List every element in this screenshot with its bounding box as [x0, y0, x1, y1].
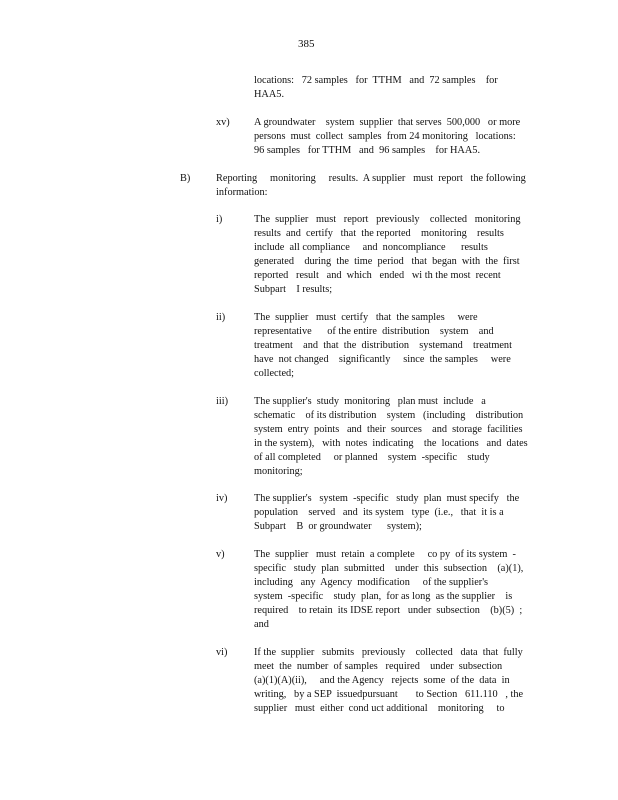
text-line: supplier must either cond uct additional monitoring to — [254, 702, 505, 714]
paragraph — [254, 395, 528, 478]
text-line: (a)(1)(A)(ii), and the Agency rejects some of the data in — [254, 674, 510, 686]
text-line: The supplier's system -specific study plan must specify the — [254, 493, 520, 504]
text-line: The supplier must certify that the samples were — [254, 312, 478, 323]
paragraph — [216, 172, 526, 200]
text-line: in the system), with notes indicating the locations and dates — [254, 437, 528, 449]
item-label: vi) — [216, 647, 228, 658]
text-line: and — [254, 618, 269, 630]
text-line: reported result and which ended wi th the most recent — [254, 269, 501, 281]
paragraph — [254, 646, 523, 716]
text-line: The supplier must report previously collected monitoring — [254, 214, 521, 225]
text-line: Subpart I results; — [254, 283, 333, 295]
text-line: Reporting monitoring results. A supplier must report the following — [216, 173, 526, 184]
text-line: results and certify that the reported monitoring results — [254, 227, 504, 239]
text-line: writing, by a SEP issuedpursuant to Section 611.110 , the — [254, 688, 524, 700]
text-line: include all compliance and noncompliance results — [254, 241, 488, 253]
text-line: required to retain its IDSE report under subsection (b)(5) ; — [254, 604, 523, 616]
paragraph — [254, 74, 498, 102]
paragraph — [254, 311, 512, 381]
text-line: generated during the time period that began with the first — [254, 255, 520, 267]
text-line: meet the number of samples required under subsection — [254, 660, 503, 672]
paragraph — [254, 213, 521, 296]
text-line: have not changed significantly since the samples were — [254, 353, 511, 365]
paragraph — [254, 116, 520, 158]
text-line: population served and its system type (i.e., that it is a — [254, 506, 504, 518]
text-line: persons must collect samples from 24 monitoring locations: — [254, 130, 516, 142]
text-line: representative of the entire distribution system and — [254, 325, 494, 337]
text-line: 96 samples for TTHM and 96 samples for HAA5. — [254, 144, 481, 156]
text-line: If the supplier submits previously collected data that fully — [254, 647, 523, 658]
item-label: i) — [216, 214, 223, 225]
item-label: v) — [216, 549, 225, 560]
text-line: of all completed or planned system -specific study — [254, 451, 490, 463]
text-line: system entry points and their sources and storage facilities — [254, 423, 523, 435]
paragraph — [254, 548, 523, 631]
text-line: locations: 72 samples for TTHM and 72 samples for — [254, 75, 498, 86]
text-line: information: — [216, 186, 268, 198]
page-number: 385 — [298, 38, 315, 50]
text-line: The supplier's study monitoring plan must include a — [254, 396, 486, 407]
text-line: HAA5. — [254, 88, 285, 100]
text-line: schematic of its distribution system (including distribution — [254, 409, 524, 421]
item-label: ii) — [216, 312, 226, 323]
item-label: iv) — [216, 493, 228, 504]
text-line: treatment and that the distribution systemand treatment — [254, 339, 512, 351]
item-label: B) — [180, 173, 191, 184]
text-line: specific study plan submitted under this subsection (a)(1), — [254, 562, 524, 574]
item-label: iii) — [216, 396, 229, 407]
text-line: monitoring; — [254, 465, 303, 477]
text-line: The supplier must retain a complete co py of its system - — [254, 549, 516, 560]
text-line: system -specific study plan, for as long as the supplier is — [254, 590, 513, 602]
item-label: xv) — [216, 117, 230, 128]
text-line: A groundwater system supplier that serves 500,000 or more — [254, 117, 521, 128]
text-line: including any Agency modification of the supplier's — [254, 576, 489, 588]
text-line: Subpart B or groundwater system); — [254, 520, 422, 532]
paragraph — [254, 492, 519, 534]
text-line: collected; — [254, 367, 295, 379]
